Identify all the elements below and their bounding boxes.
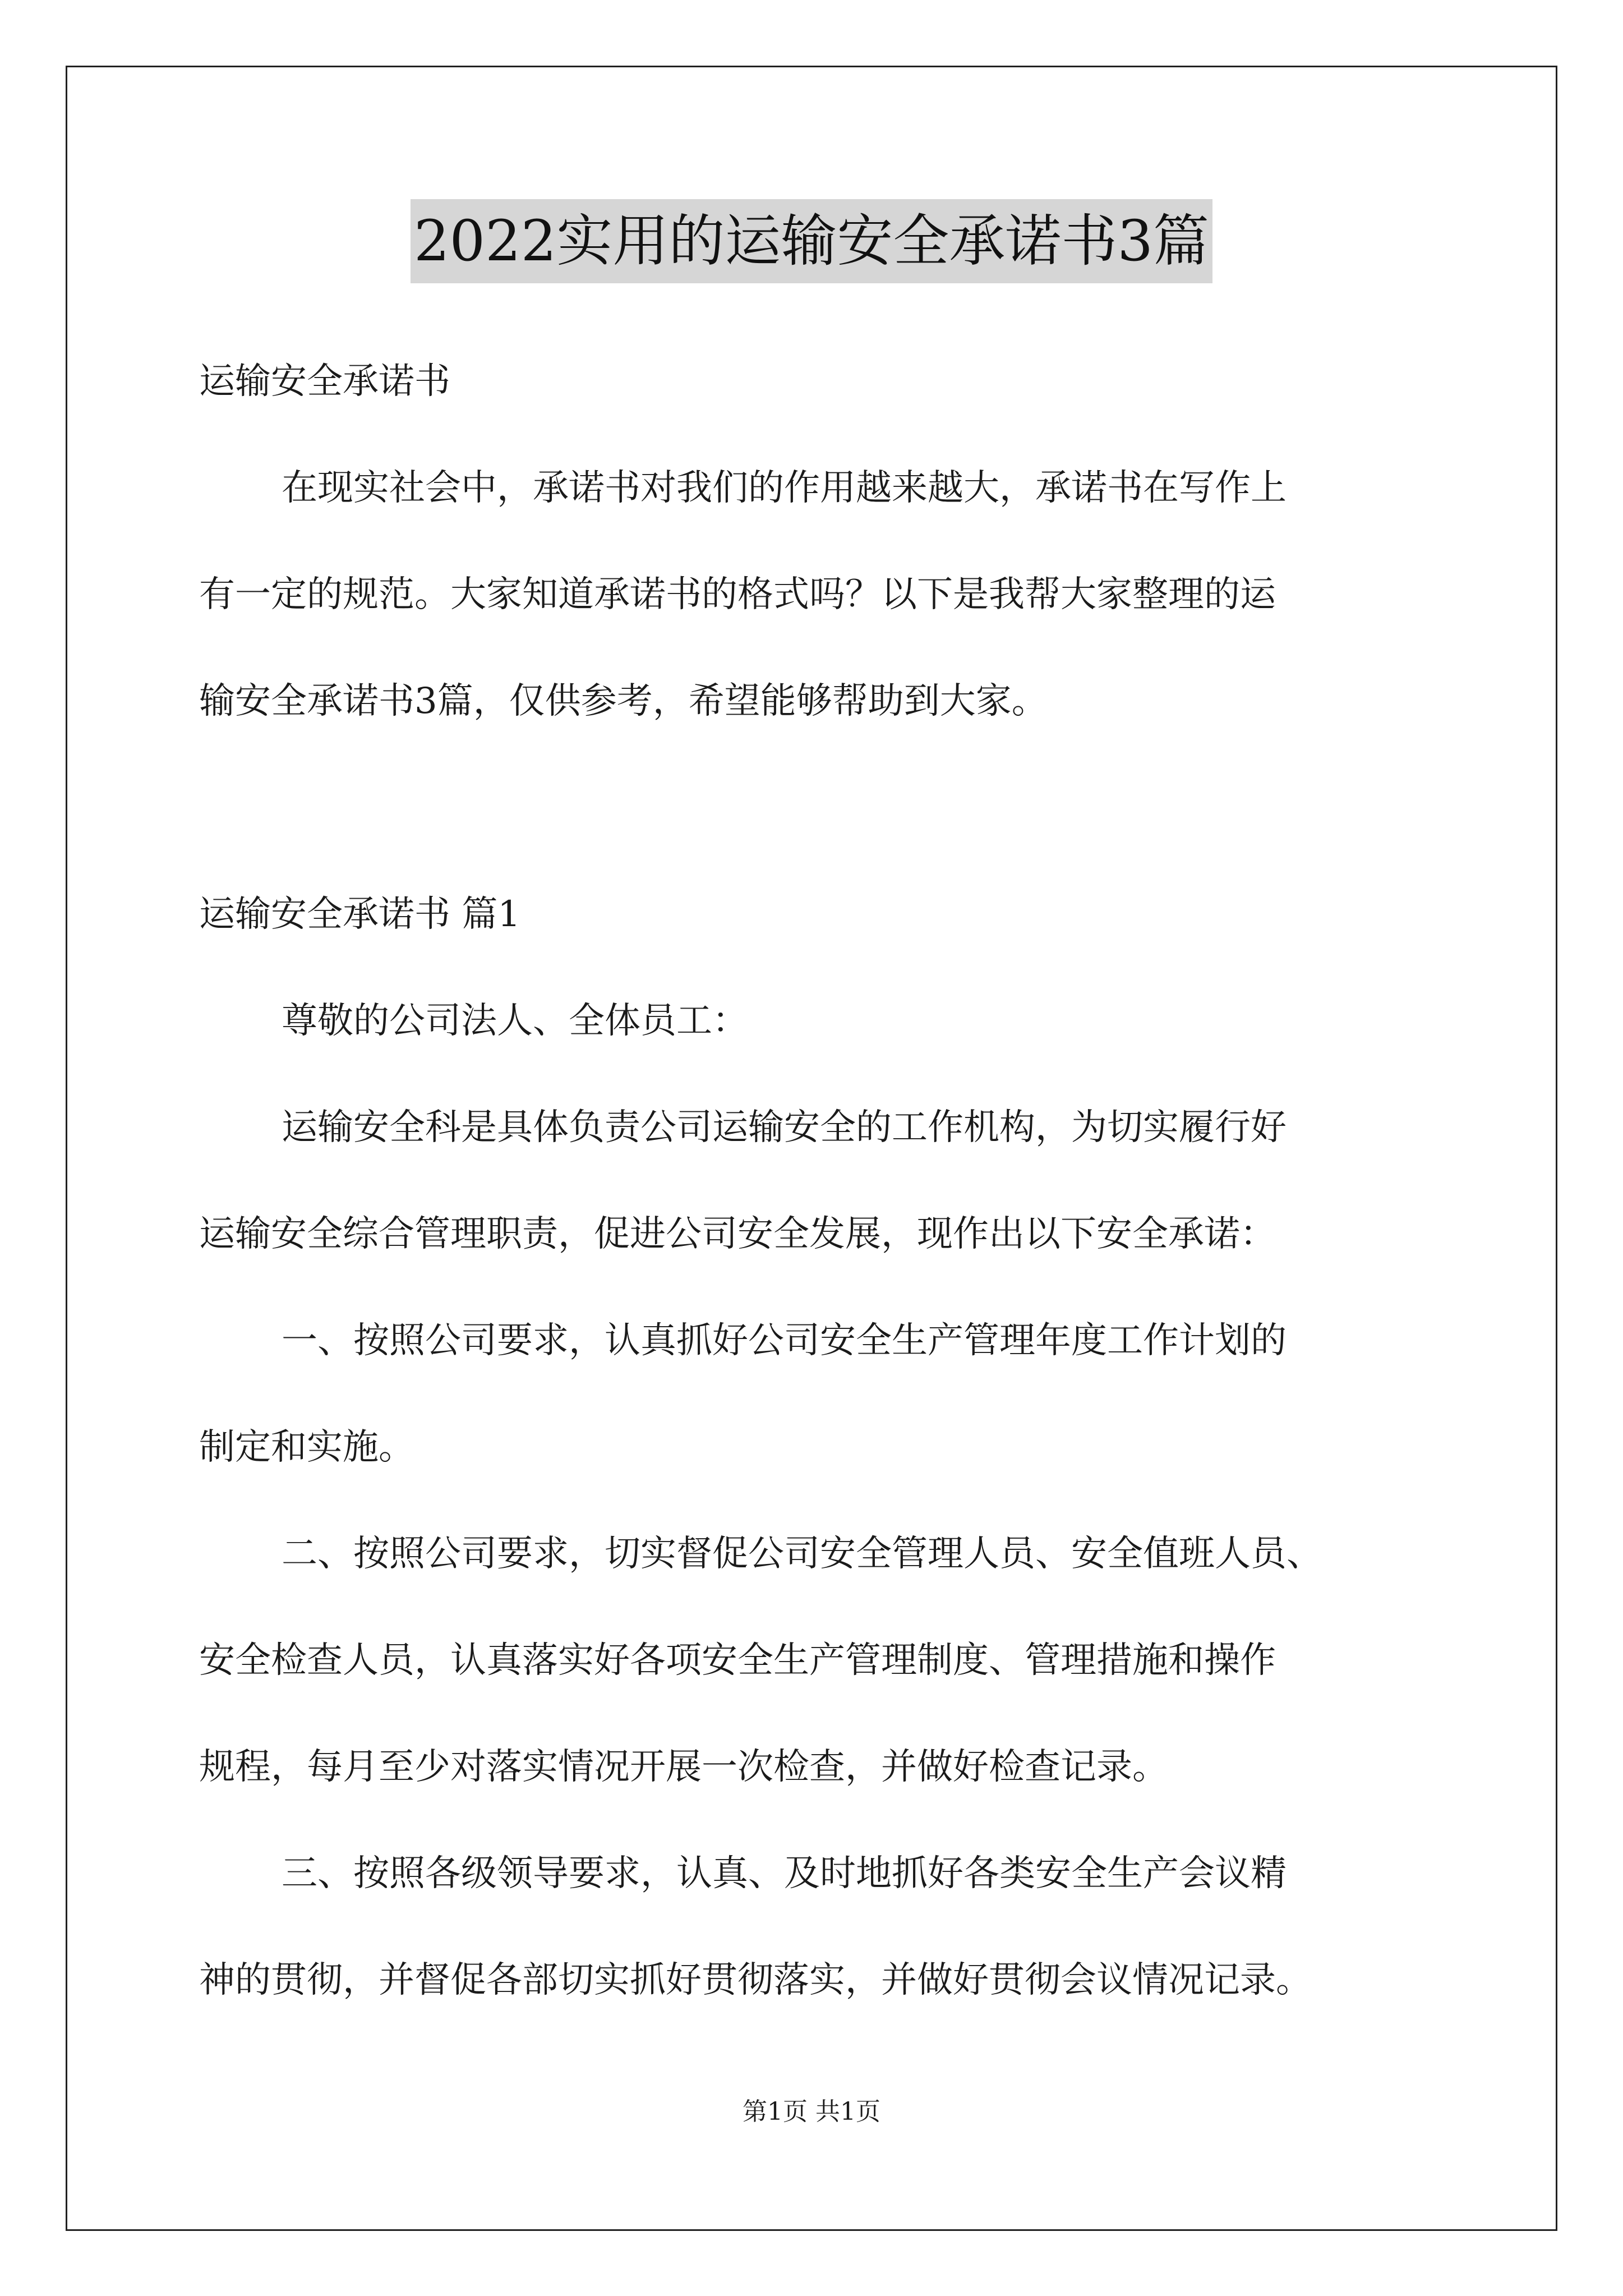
paragraph-line: 规程，每月至少对落实情况开展一次检查，并做好检查记录。 [199, 1746, 1168, 1788]
paragraph-line: 运输安全综合管理职责，促进公司安全发展，现作出以下安全承诺： [199, 1213, 1276, 1255]
paragraph-line: 三、按照各级领导要求，认真、及时地抓好各类安全生产会议精 [282, 1853, 1287, 1894]
paragraph-line: 一、按照公司要求，认真抓好公司安全生产管理年度工作计划的 [282, 1320, 1287, 1361]
paragraph-line: 输安全承诺书3篇，仅供参考，希望能够帮助到大家。 [199, 680, 1048, 722]
document-title: 2022实用的运输安全承诺书3篇 [411, 199, 1212, 283]
section-heading-part1: 运输安全承诺书 篇1 [199, 894, 521, 935]
paragraph-line: 运输安全科是具体负责公司运输安全的工作机构，为切实履行好 [282, 1107, 1287, 1148]
paragraph-line: 安全检查人员，认真落实好各项安全生产管理制度、管理措施和操作 [199, 1640, 1276, 1681]
paragraph-line: 在现实社会中，承诺书对我们的作用越来越大，承诺书在写作上 [282, 467, 1287, 509]
page-footer: 第1页 共1页 [743, 2097, 880, 2126]
title-container [0, 199, 1623, 283]
salutation: 尊敬的公司法人、全体员工： [282, 1000, 748, 1042]
paragraph-line: 制定和实施。 [199, 1427, 414, 1468]
paragraph-line: 神的贯彻，并督促各部切实抓好贯彻落实，并做好贯彻会议情况记录。 [199, 1959, 1312, 2001]
paragraph-line: 有一定的规范。大家知道承诺书的格式吗？以下是我帮大家整理的运 [199, 574, 1276, 615]
paragraph-line: 二、按照公司要求，切实督促公司安全管理人员、安全值班人员、 [282, 1533, 1322, 1575]
section-heading-intro: 运输安全承诺书 [199, 361, 450, 402]
